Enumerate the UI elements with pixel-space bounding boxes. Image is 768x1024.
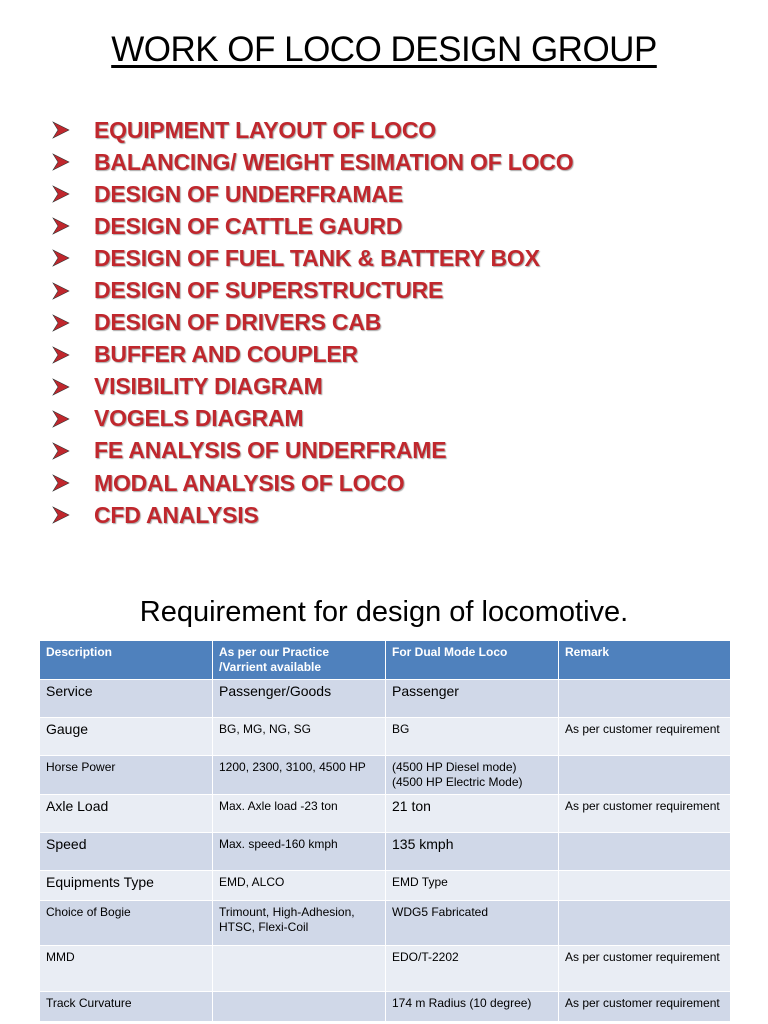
column-header: Description bbox=[40, 641, 213, 680]
table-cell bbox=[213, 992, 386, 1022]
table-cell: Speed bbox=[40, 833, 213, 871]
table-cell: 21 ton bbox=[386, 795, 559, 833]
table-cell bbox=[213, 946, 386, 992]
table-cell: Choice of Bogie bbox=[40, 901, 213, 946]
table-cell bbox=[559, 680, 731, 718]
work-list-item bbox=[52, 467, 573, 499]
table-cell bbox=[559, 871, 731, 901]
work-item-list bbox=[52, 114, 573, 531]
table-cell: As per customer requirement bbox=[559, 795, 731, 833]
column-header: As per our Practice /Varrient available bbox=[213, 641, 386, 680]
work-item-label: BUFFER AND COUPLER bbox=[94, 341, 358, 368]
table-cell: 135 kmph bbox=[386, 833, 559, 871]
requirements-table bbox=[39, 640, 731, 1022]
table-row bbox=[40, 992, 731, 1022]
table-cell: Max. speed-160 kmph bbox=[213, 833, 386, 871]
table-cell: Axle Load bbox=[40, 795, 213, 833]
column-header: For Dual Mode Loco bbox=[386, 641, 559, 680]
table-cell: (4500 HP Diesel mode) (4500 HP Electric Mode) bbox=[386, 756, 559, 795]
work-item-label: DESIGN OF SUPERSTRUCTURE bbox=[94, 277, 444, 304]
right-arrowhead-icon bbox=[52, 217, 94, 235]
right-arrowhead-icon bbox=[52, 185, 94, 203]
table-cell: Trimount, High-Adhesion, HTSC, Flexi-Coil bbox=[213, 901, 386, 946]
table-header-row bbox=[40, 641, 731, 680]
table-cell: Horse Power bbox=[40, 756, 213, 795]
table-body bbox=[40, 680, 731, 1022]
right-arrowhead-icon bbox=[52, 249, 94, 267]
table-cell: Max. Axle load -23 ton bbox=[213, 795, 386, 833]
table-cell: MMD bbox=[40, 946, 213, 992]
right-arrowhead-icon bbox=[52, 346, 94, 364]
table-cell: BG, MG, NG, SG bbox=[213, 718, 386, 756]
table-cell: EDO/T-2202 bbox=[386, 946, 559, 992]
work-item-label: MODAL ANALYSIS OF LOCO bbox=[94, 469, 405, 496]
work-list-item bbox=[52, 403, 573, 435]
page-title: WORK OF LOCO DESIGN GROUP bbox=[111, 30, 657, 69]
work-list-item bbox=[52, 339, 573, 371]
table-cell: 1200, 2300, 3100, 4500 HP bbox=[213, 756, 386, 795]
work-list-item bbox=[52, 371, 573, 403]
work-item-label: CFD ANALYSIS bbox=[94, 501, 259, 528]
table-cell: EMD, ALCO bbox=[213, 871, 386, 901]
table-cell: WDG5 Fabricated bbox=[386, 901, 559, 946]
table-row bbox=[40, 795, 731, 833]
work-list-item bbox=[52, 274, 573, 306]
work-item-label: DESIGN OF DRIVERS CAB bbox=[94, 309, 382, 336]
table-row bbox=[40, 718, 731, 756]
table-title: Requirement for design of locomotive. bbox=[139, 596, 629, 628]
work-list-item bbox=[52, 307, 573, 339]
right-arrowhead-icon bbox=[52, 314, 94, 332]
right-arrowhead-icon bbox=[52, 153, 94, 171]
table-cell: Equipments Type bbox=[40, 871, 213, 901]
work-list-item bbox=[52, 499, 573, 531]
work-list-item bbox=[52, 114, 573, 146]
table-cell bbox=[559, 756, 731, 795]
work-item-label: DESIGN OF FUEL TANK & BATTERY BOX bbox=[94, 244, 540, 271]
work-list-item bbox=[52, 178, 573, 210]
work-item-label: VOGELS DIAGRAM bbox=[94, 405, 304, 432]
work-item-label: DESIGN OF CATTLE GAURD bbox=[94, 212, 403, 239]
table-row bbox=[40, 756, 731, 795]
table-cell: Passenger/Goods bbox=[213, 680, 386, 718]
work-item-label: FE ANALYSIS OF UNDERFRAME bbox=[94, 437, 447, 464]
table-row bbox=[40, 833, 731, 871]
right-arrowhead-icon bbox=[52, 506, 94, 524]
table-cell: As per customer requirement bbox=[559, 946, 731, 992]
work-list-item bbox=[52, 146, 573, 178]
table-cell: As per customer requirement bbox=[559, 992, 731, 1022]
table-cell bbox=[559, 833, 731, 871]
work-list-item bbox=[52, 435, 573, 467]
right-arrowhead-icon bbox=[52, 442, 94, 460]
table-cell: Gauge bbox=[40, 718, 213, 756]
table-cell: 174 m Radius (10 degree) bbox=[386, 992, 559, 1022]
work-item-label: BALANCING/ WEIGHT ESIMATION OF LOCO bbox=[94, 148, 574, 175]
table-row bbox=[40, 946, 731, 992]
right-arrowhead-icon bbox=[52, 121, 94, 139]
right-arrowhead-icon bbox=[52, 410, 94, 428]
table-row bbox=[40, 680, 731, 718]
table-cell: Service bbox=[40, 680, 213, 718]
table-cell: BG bbox=[386, 718, 559, 756]
right-arrowhead-icon bbox=[52, 282, 94, 300]
work-item-label: EQUIPMENT LAYOUT OF LOCO bbox=[94, 116, 436, 143]
table-cell bbox=[559, 901, 731, 946]
table-row bbox=[40, 871, 731, 901]
table-cell: As per customer requirement bbox=[559, 718, 731, 756]
work-list-item bbox=[52, 242, 573, 274]
table-cell: EMD Type bbox=[386, 871, 559, 901]
work-list-item bbox=[52, 210, 573, 242]
work-item-label: DESIGN OF UNDERFRAMAE bbox=[94, 180, 403, 207]
table-cell: Track Curvature bbox=[40, 992, 213, 1022]
table-row bbox=[40, 901, 731, 946]
table-cell: Passenger bbox=[386, 680, 559, 718]
right-arrowhead-icon bbox=[52, 474, 94, 492]
right-arrowhead-icon bbox=[52, 378, 94, 396]
work-item-label: VISIBILITY DIAGRAM bbox=[94, 373, 323, 400]
column-header: Remark bbox=[559, 641, 731, 680]
